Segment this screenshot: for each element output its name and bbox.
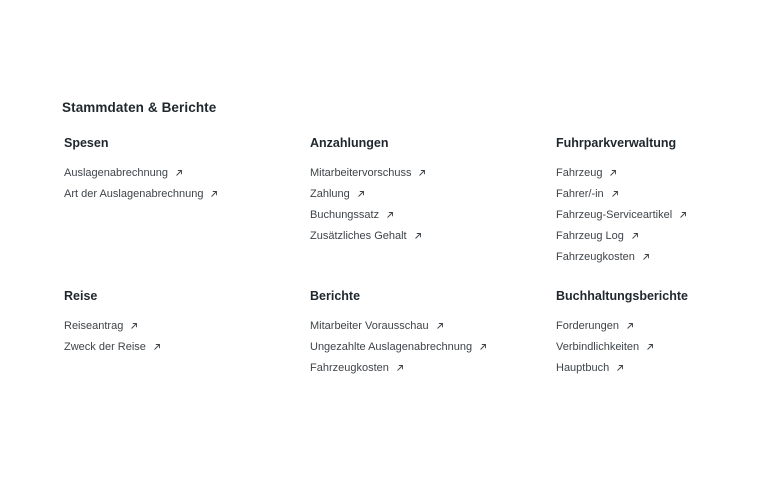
- link-list: [310, 162, 556, 246]
- arrow-up-right-icon: [611, 190, 619, 198]
- arrow-up-right-icon: [626, 322, 634, 330]
- section-title: Fuhrparkverwaltung: [556, 136, 677, 150]
- section-reise: [64, 288, 310, 378]
- link-label: Fahrzeug: [556, 166, 603, 179]
- link-auslagenabrechnung[interactable]: [64, 162, 310, 183]
- link-buchungssatz[interactable]: [310, 204, 556, 225]
- link-label: Auslagenabrechnung: [64, 166, 168, 179]
- section-title: Buchhaltungsberichte: [556, 289, 688, 303]
- link-label: Art der Auslagenabrechnung: [64, 187, 204, 200]
- arrow-up-right-icon: [679, 211, 687, 219]
- link-label: Verbindlichkeiten: [556, 340, 640, 353]
- link-fahrzeugkosten-bericht[interactable]: [310, 357, 556, 378]
- section-berichte: [310, 288, 556, 378]
- link-zahlung[interactable]: [310, 183, 556, 204]
- section-fuhrparkverwaltung: [556, 135, 756, 288]
- arrow-up-right-icon: [414, 232, 422, 240]
- link-label: Ungezahlte Auslagenabrechnung: [310, 340, 473, 353]
- link-hauptbuch[interactable]: [556, 357, 756, 378]
- arrow-up-right-icon: [210, 190, 218, 198]
- link-fahrzeug[interactable]: [556, 162, 756, 183]
- section-title: Spesen: [64, 136, 109, 150]
- link-mitarbeiter-vorausschau[interactable]: [310, 315, 556, 336]
- link-forderungen[interactable]: [556, 315, 756, 336]
- link-verbindlichkeiten[interactable]: [556, 336, 756, 357]
- link-fahrzeug-serviceartikel[interactable]: [556, 204, 756, 225]
- link-label: Fahrer/-in: [556, 187, 604, 200]
- link-label: Fahrzeugkosten: [310, 361, 389, 374]
- arrow-up-right-icon: [130, 322, 138, 330]
- link-list: [556, 162, 756, 267]
- link-list: [556, 315, 756, 378]
- arrow-up-right-icon: [479, 343, 487, 351]
- arrow-up-right-icon: [175, 169, 183, 177]
- link-label: Mitarbeiter Vorausschau: [310, 319, 429, 332]
- section-title: Anzahlungen: [310, 136, 389, 150]
- section-anzahlungen: [310, 135, 556, 288]
- link-fahrer-in[interactable]: [556, 183, 756, 204]
- link-label: Zweck der Reise: [64, 340, 146, 353]
- arrow-up-right-icon: [357, 190, 365, 198]
- link-zweck-der-reise[interactable]: [64, 336, 310, 357]
- link-label: Fahrzeug Log: [556, 229, 624, 242]
- link-list: [310, 315, 556, 378]
- link-reiseantrag[interactable]: [64, 315, 310, 336]
- section-title: Berichte: [310, 289, 361, 303]
- section-title: Reise: [64, 289, 98, 303]
- link-label: Hauptbuch: [556, 361, 610, 374]
- link-label: Zahlung: [310, 187, 350, 200]
- arrow-up-right-icon: [396, 364, 404, 372]
- arrow-up-right-icon: [386, 211, 394, 219]
- arrow-up-right-icon: [646, 343, 654, 351]
- link-fahrzeugkosten[interactable]: [556, 246, 756, 267]
- link-zusaetzliches-gehalt[interactable]: [310, 225, 556, 246]
- arrow-up-right-icon: [436, 322, 444, 330]
- arrow-up-right-icon: [153, 343, 161, 351]
- link-label: Forderungen: [556, 319, 619, 332]
- page-title: Stammdaten & Berichte: [62, 100, 217, 115]
- link-label: Mitarbeitervorschuss: [310, 166, 412, 179]
- link-fahrzeug-log[interactable]: [556, 225, 756, 246]
- arrow-up-right-icon: [609, 169, 617, 177]
- section-buchhaltungsberichte: [556, 288, 756, 378]
- arrow-up-right-icon: [616, 364, 624, 372]
- arrow-up-right-icon: [642, 253, 650, 261]
- section-spesen: [64, 135, 310, 288]
- link-list: [64, 315, 310, 357]
- link-label: Fahrzeug-Serviceartikel: [556, 208, 673, 221]
- link-label: Zusätzliches Gehalt: [310, 229, 407, 242]
- arrow-up-right-icon: [418, 169, 426, 177]
- arrow-up-right-icon: [631, 232, 639, 240]
- link-label: Fahrzeugkosten: [556, 250, 635, 263]
- link-art-der-auslagenabrechnung[interactable]: [64, 183, 310, 204]
- link-list: [64, 162, 310, 204]
- link-mitarbeitervorschuss[interactable]: [310, 162, 556, 183]
- link-label: Reiseantrag: [64, 319, 124, 332]
- sections-grid: [64, 135, 756, 378]
- link-ungezahlte-auslagenabrechnung[interactable]: [310, 336, 556, 357]
- link-label: Buchungssatz: [310, 208, 380, 221]
